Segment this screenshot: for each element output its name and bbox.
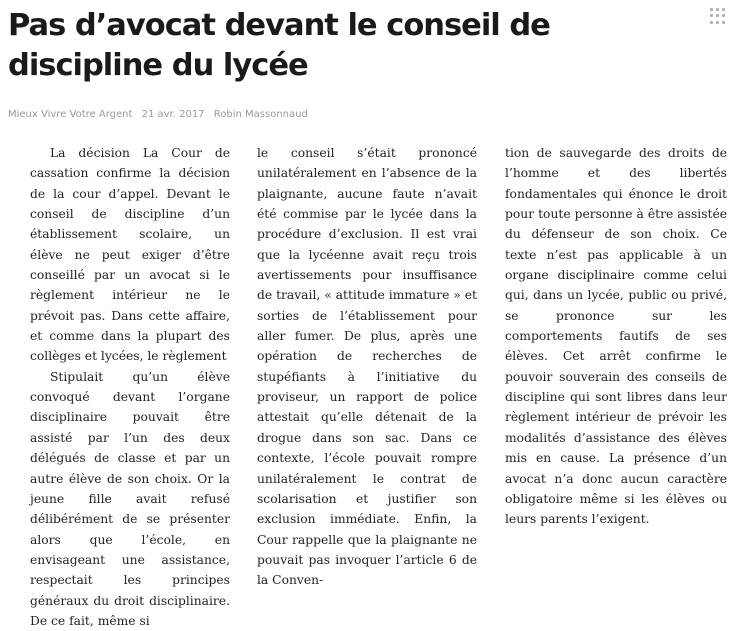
article-column-3 (505, 143, 727, 530)
date-label: 21 avr. 2017 (141, 109, 205, 120)
paragraph: le conseil s’était prononcé unilatéralement en l’absence de la plaignante, aucune faute n’avait été commise par le lycée dans la procédure d’exclusion. Il est vrai que la lycéenne avait reçu trois avertissements pour insuffisance de travail, « attitude immature » et sorties de l’établissement pour aller fumer. De plus, après une opération de recherches de stupéfiants à l’initiative du proviseur, un rapport de police attestait qu’elle détenait de la drogue dans son sac. Dans ce contexte, l’école pouvait rompre unilatéralement le contrat de scolarisation et justifier son exclusion immédiate. Enfin, la Cour rappelle que la plaignante ne pouvait pas invoquer l’article 6 de la Conven- (257, 146, 477, 588)
article-meta (8, 109, 314, 120)
paragraph: Stipulait qu’un élève convoqué devant l’organe disciplinaire pouvait être assisté par l’un des deux délégués de classe et par un autre élève de son choix. Or la jeune fille avait refusé délibérément de se présenter alors que l’école, en envisageant une assistance, respectait les principes généraux du droit disciplinaire. De ce fait, même si (30, 369, 230, 628)
paragraph: La décision La Cour de cassation confirme la décision de la cour d’appel. Devant le conseil de discipline d’un établissement scolaire, un élève ne peut exiger d’être conseillé par un avocat si le règlement intérieur ne le prévoit pas. Dans cette affaire, et comme dans la plupart des collèges et lycées, le règlement (30, 146, 230, 364)
source-label: Mieux Vivre Votre Argent (8, 109, 133, 120)
article-column-1 (30, 143, 230, 631)
paragraph: tion de sauvegarde des droits de l’homme et des libertés fondamentales qui énonce le droit pour toute personne à être assistée du défenseur de son choix. Ce texte n’est pas applicable à un organe disciplinaire comme celui qui, dans un lycée, public ou privé, se prononce sur les comportements fautifs de ses élèves. Cet arrêt confirme le pouvoir souverain des conseils de discipline qui sont libres dans leur règlement intérieur de prévoir les modalités d’assistance des élèves mis en cause. La présence d’un avocat n’a donc aucun caractère obligatoire même si les élèves ou leurs parents l’exigent. (505, 146, 727, 527)
article-column-2 (257, 143, 477, 591)
grid-dots-icon[interactable] (710, 8, 726, 24)
author-label: Robin Massonnaud (213, 109, 308, 120)
article-title: Pas d’avocat devant le conseil de discipline du lycée (8, 8, 550, 83)
